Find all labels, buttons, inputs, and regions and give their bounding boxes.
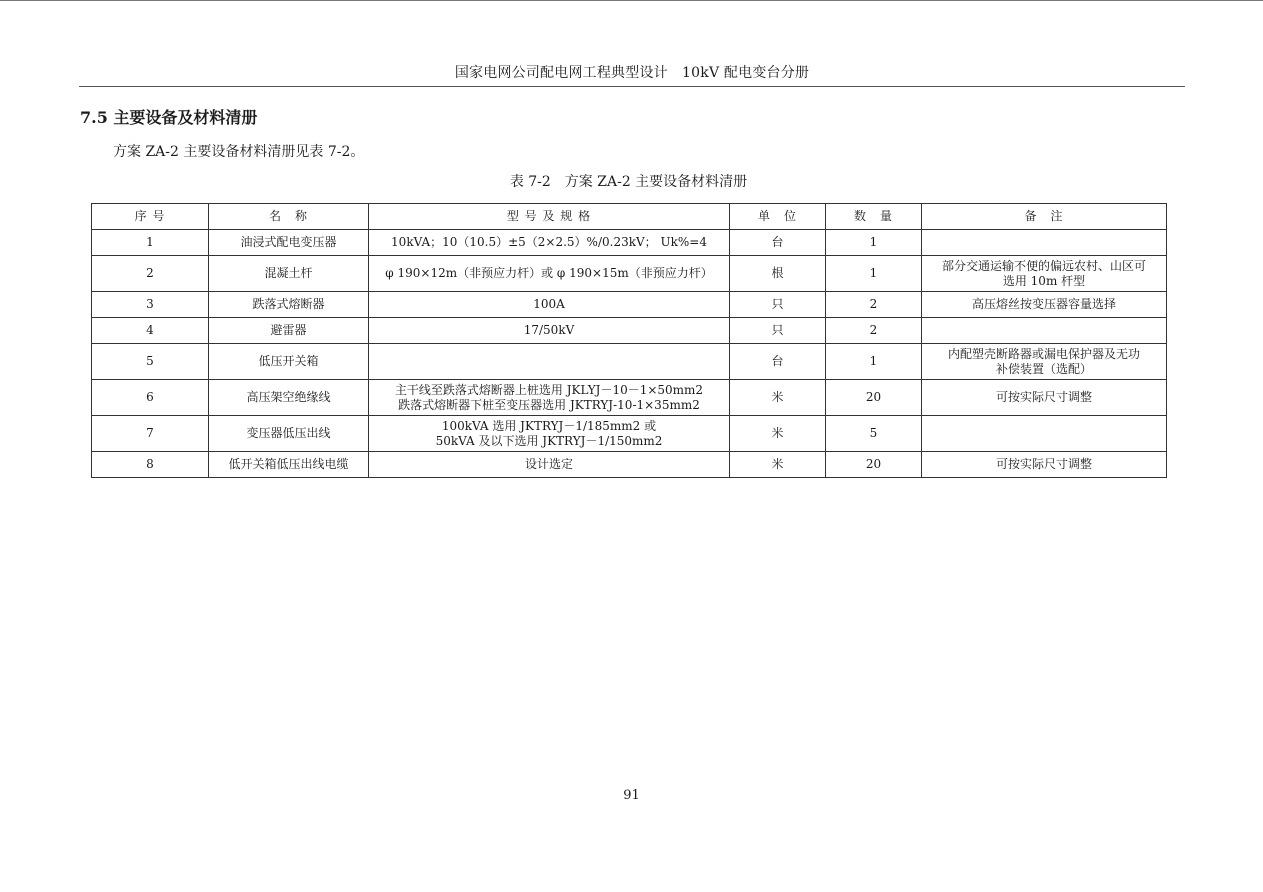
cell-no: 2	[92, 256, 209, 292]
cell-unit: 只	[730, 318, 826, 344]
page-top-border	[0, 0, 1263, 1]
table-row	[92, 452, 1167, 478]
cell-note: 可按实际尺寸调整	[922, 452, 1167, 478]
cell-note	[922, 416, 1167, 452]
cell-qty: 1	[826, 230, 922, 256]
cell-no: 5	[92, 344, 209, 380]
table-row	[92, 230, 1167, 256]
cell-unit: 台	[730, 230, 826, 256]
cell-no: 7	[92, 416, 209, 452]
column-header-note: 备 注	[922, 204, 1167, 230]
cell-unit: 只	[730, 292, 826, 318]
cell-name: 跌落式熔断器	[209, 292, 369, 318]
table-row	[92, 416, 1167, 452]
cell-spec: 10kVA；10（10.5）±5（2×2.5）%/0.23kV； Uk%=4	[369, 230, 730, 256]
cell-spec	[369, 416, 730, 452]
cell-spec: 设计选定	[369, 452, 730, 478]
column-header-spec: 型 号 及 规 格	[369, 204, 730, 230]
cell-qty: 2	[826, 292, 922, 318]
column-header-qty: 数 量	[826, 204, 922, 230]
cell-spec: φ 190×12m（非预应力杆）或 φ 190×15m（非预应力杆）	[369, 256, 730, 292]
header-divider	[79, 86, 1185, 87]
note-line-2: 补偿装置（选配）	[995, 361, 1092, 376]
table-row	[92, 318, 1167, 344]
spec-line-1: 100kVA 选用 JKTRYJ－1/185mm2 或	[441, 418, 657, 433]
cell-name: 低开关箱低压出线电缆	[209, 452, 369, 478]
column-header-name: 名 称	[209, 204, 369, 230]
materials-table	[91, 203, 1167, 478]
running-header: 国家电网公司配电网工程典型设计 10kV 配电变台分册	[454, 65, 810, 81]
table-row	[92, 344, 1167, 380]
cell-note	[922, 318, 1167, 344]
cell-unit: 台	[730, 344, 826, 380]
cell-spec	[369, 344, 730, 380]
table-caption: 表 7-2 方案 ZA-2 主要设备材料清册	[509, 174, 748, 190]
cell-name: 避雷器	[209, 318, 369, 344]
table-row	[92, 256, 1167, 292]
cell-spec	[369, 380, 730, 416]
note-line-1: 内配塑壳断路器或漏电保护器及无功	[947, 346, 1140, 361]
cell-spec: 100A	[369, 292, 730, 318]
cell-qty: 20	[826, 452, 922, 478]
cell-name: 低压开关箱	[209, 344, 369, 380]
cell-note	[922, 256, 1167, 292]
section-heading: 7.5 主要设备及材料清册	[80, 108, 258, 127]
table-row	[92, 292, 1167, 318]
cell-name: 高压架空绝缘线	[209, 380, 369, 416]
column-header-unit: 单 位	[730, 204, 826, 230]
intro-paragraph: 方案 ZA-2 主要设备材料清册见表 7-2。	[113, 144, 365, 160]
cell-qty: 20	[826, 380, 922, 416]
cell-qty: 1	[826, 344, 922, 380]
column-header-no: 序 号	[92, 204, 209, 230]
spec-line-1: 主干线至跌落式熔断器上桩选用 JKLYJ－10－1×50mm2	[394, 382, 704, 397]
cell-spec: 17/50kV	[369, 318, 730, 344]
cell-unit: 米	[730, 452, 826, 478]
cell-note	[922, 344, 1167, 380]
cell-no: 4	[92, 318, 209, 344]
cell-qty: 1	[826, 256, 922, 292]
cell-unit: 米	[730, 416, 826, 452]
cell-qty: 2	[826, 318, 922, 344]
cell-name: 油浸式配电变压器	[209, 230, 369, 256]
cell-name: 变压器低压出线	[209, 416, 369, 452]
cell-note: 可按实际尺寸调整	[922, 380, 1167, 416]
note-line-1: 部分交通运输不便的偏远农村、山区可	[941, 258, 1146, 273]
cell-note	[922, 230, 1167, 256]
cell-no: 1	[92, 230, 209, 256]
cell-no: 8	[92, 452, 209, 478]
page-number: 91	[623, 788, 640, 803]
cell-no: 3	[92, 292, 209, 318]
cell-no: 6	[92, 380, 209, 416]
cell-unit: 米	[730, 380, 826, 416]
cell-unit: 根	[730, 256, 826, 292]
cell-name: 混凝土杆	[209, 256, 369, 292]
note-line-2: 选用 10m 杆型	[1002, 273, 1086, 288]
table-header-row	[92, 204, 1167, 230]
cell-qty: 5	[826, 416, 922, 452]
cell-note: 高压熔丝按变压器容量选择	[922, 292, 1167, 318]
spec-line-2: 50kVA 及以下选用 JKTRYJ－1/150mm2	[435, 433, 663, 448]
spec-line-2: 跌落式熔断器下桩至变压器选用 JKTRYJ-10-1×35mm2	[398, 397, 700, 412]
table-row	[92, 380, 1167, 416]
